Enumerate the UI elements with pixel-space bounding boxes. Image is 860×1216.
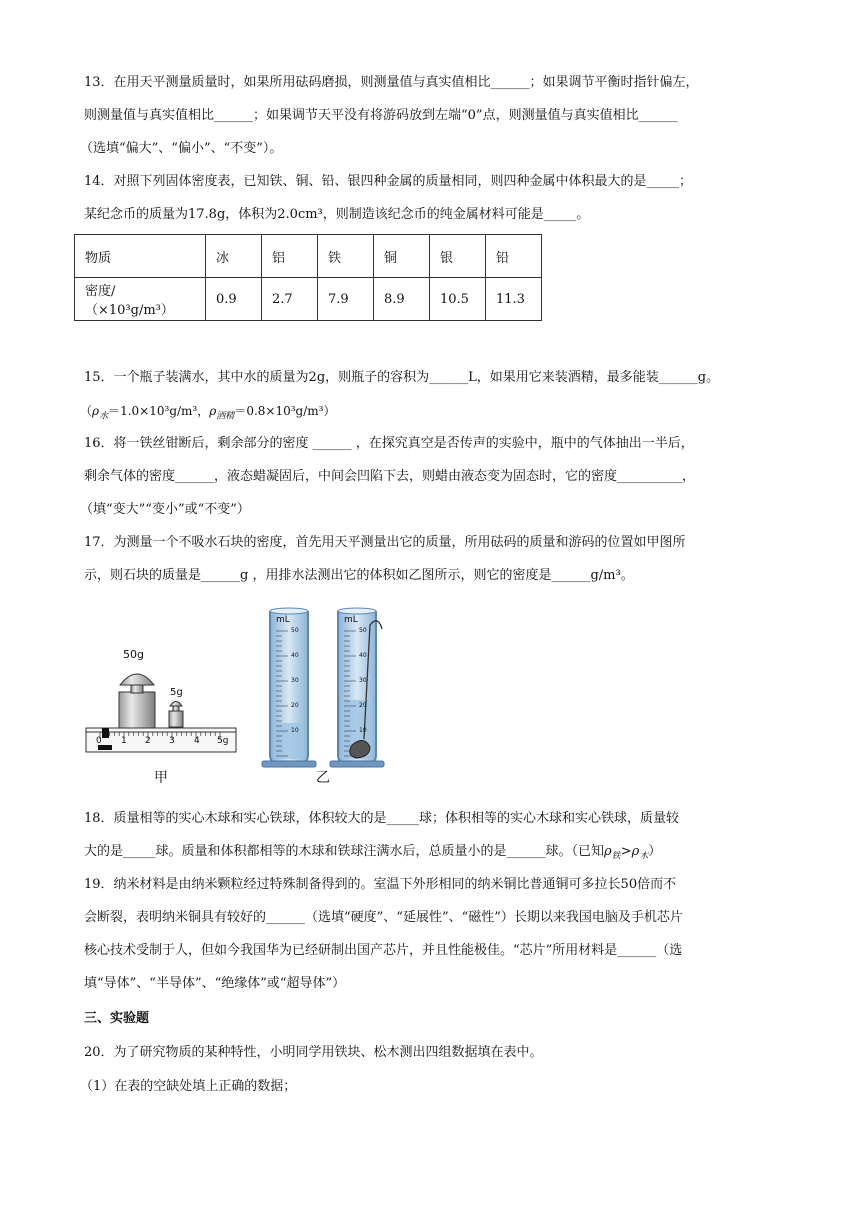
cylinder-tick-label: 10: [359, 727, 367, 734]
cylinder-tick-label: 40: [291, 652, 299, 659]
cylinder-tick-label: 50: [359, 627, 367, 634]
q13-line3: （选填“偏大”、“偏小”、“不变”）。: [80, 141, 283, 156]
cylinder-tick-label: 20: [359, 702, 367, 709]
cylinder-tick-label: 40: [359, 652, 367, 659]
scale-tick-labels: [84, 736, 244, 750]
table-header-cell: 密度/（×10³g/m³）: [75, 278, 206, 321]
q18-line1: 18．质量相等的实心木球和实心铁球，体积较大的是_____球；体积相等的实心木球和实心铁球，质量较: [84, 811, 680, 826]
cylinder-unit-right: mL: [344, 615, 358, 625]
table-cell: 0.9: [206, 278, 262, 321]
scale-tick-label: 1: [121, 736, 127, 746]
q16-line3: （填“变大”“变小”或“不变”）: [80, 502, 250, 517]
table-cell: 铅: [486, 235, 542, 278]
weight-5g-label: 5g: [170, 687, 183, 698]
q16-line2: 剩余气体的密度______，液态蜡凝固后，中间会凹陷下去，则蜡由液态变为固态时，它的密度__________，: [84, 469, 696, 484]
q15-val-alcohol: ＝0.8×10³g/m³）: [234, 404, 336, 418]
q14-line1: 14．对照下列固体密度表，已知铁、铜、铅、银四种金属的质量相同，则四种金属中体积最大的是_____；: [84, 174, 693, 189]
cylinder-tick-label: 10: [291, 727, 299, 734]
cylinder-unit-left: mL: [276, 615, 290, 625]
rho-symbol: ρ: [604, 844, 612, 859]
q15-open: （: [80, 404, 93, 418]
figure-label-yi: 乙: [316, 770, 330, 786]
q13-line2: 则测量值与真实值相比______；如果调节天平没有将游码放到左端“0”点，则测量值与真实值相比______: [84, 108, 678, 123]
q20-line1: 20．为了研究物质的某种特性，小明同学用铁块、松木测出四组数据填在表中。: [84, 1045, 543, 1060]
cylinder-right: [330, 608, 384, 767]
cylinder-tick-label: 30: [359, 677, 367, 684]
q19-line4: 填“导体”、“半导体”、“绝缘体”或“超导体”）: [84, 976, 346, 991]
table-cell: 11.3: [486, 278, 542, 321]
scale-tick-label: 2: [145, 736, 151, 746]
cylinder-tick-label: 20: [291, 702, 299, 709]
scale-tick-label: 4: [194, 736, 200, 746]
q18-line2-main: 大的是_____球。质量和体积都相等的木球和铁球注满水后，总质量小的是______球。（已知: [84, 844, 605, 859]
rho-symbol: ρ: [92, 404, 100, 418]
scale-tick-label: 3: [169, 736, 175, 746]
table-cell: 铁: [318, 235, 374, 278]
q15-val-water: ＝1.0×10³g/m³，: [108, 404, 210, 418]
rho-symbol: ρ: [631, 844, 640, 859]
figure-svg: [84, 605, 424, 795]
weight-5g: [169, 702, 183, 728]
table-header-cell: 物质: [75, 235, 206, 278]
sub-iron: 铁: [611, 851, 621, 862]
q13-line1: 13．在用天平测量质量时，如果所用砝码磨损，则测量值与真实值相比______；如果调节平衡时指针偏左，: [84, 75, 699, 90]
q18-close: ）: [648, 844, 662, 859]
scale-tick-label: 0: [96, 736, 102, 746]
q18-line2: [84, 843, 661, 866]
q15-line1: 15．一个瓶子装满水，其中水的质量为2g，则瓶子的容积为______L，如果用它来装酒精，最多能装______g。: [84, 370, 720, 385]
q16-line1: 16．将一铁丝钳断后，剩余部分的密度 ______ ，在探究真空是否传声的实验中，瓶中的气体抽出一半后，: [84, 436, 694, 451]
table-row: [75, 278, 542, 321]
table-cell: 7.9: [318, 278, 374, 321]
q19-line1: 19．纳米材料是由纳米颗粒经过特殊制备得到的。室温下外形相同的纳米铜比普通铜可多拉长50倍而不: [84, 877, 677, 892]
density-table: [74, 234, 542, 321]
q19-line3: 核心技术受制于人，但如今我国华为已经研制出国产芯片，并且性能极佳。“芯片”所用材料是______（选: [84, 943, 683, 958]
q20-line2: （1）在表的空缺处填上正确的数据；: [80, 1079, 297, 1094]
q19-line2: 会断裂，表明纳米铜具有较好的______（选填“硬度”、“延展性”、“磁性”）长期以来我国电脑及手机芯片: [84, 910, 683, 925]
cylinder-tick-label: 50: [291, 627, 299, 634]
table-cell: 银: [430, 235, 486, 278]
cylinder-left: [262, 608, 316, 767]
q15-line2: [80, 402, 335, 425]
cylinder-tick-label: 30: [291, 677, 299, 684]
table-cell: 冰: [206, 235, 262, 278]
gt-symbol: >: [620, 844, 632, 859]
table-cell: 8.9: [374, 278, 430, 321]
q14-line2: 某纪念币的质量为17.8g，体积为2.0cm³，则制造该纪念币的纯金属材料可能是_____。: [84, 207, 590, 222]
sub-wood: 木: [639, 851, 649, 862]
sub-water: 水: [99, 411, 109, 422]
table-cell: 铜: [374, 235, 430, 278]
weight-50g: [119, 674, 155, 728]
table-row: [75, 235, 542, 278]
sub-alcohol: 酒精: [216, 411, 235, 422]
weight-50g-label: 50g: [123, 648, 144, 661]
q17-line1: 17．为测量一个不吸水石块的密度，首先用天平测量出它的质量，所用砝码的质量和游码的位置如甲图所: [84, 535, 686, 550]
table-cell: 2.7: [262, 278, 318, 321]
balance-cylinder-figure: [84, 605, 424, 795]
scale-tick-label: 5g: [217, 736, 229, 746]
table-cell: 10.5: [430, 278, 486, 321]
q17-line2: 示，则石块的质量是______g ，用排水法测出它的体积如乙图所示，则它的密度是______g/m³。: [84, 568, 634, 583]
section-title: 三、实验题: [84, 1011, 150, 1026]
rho-symbol: ρ: [209, 404, 217, 418]
figure-label-jia: 甲: [154, 770, 168, 786]
table-cell: 铝: [262, 235, 318, 278]
